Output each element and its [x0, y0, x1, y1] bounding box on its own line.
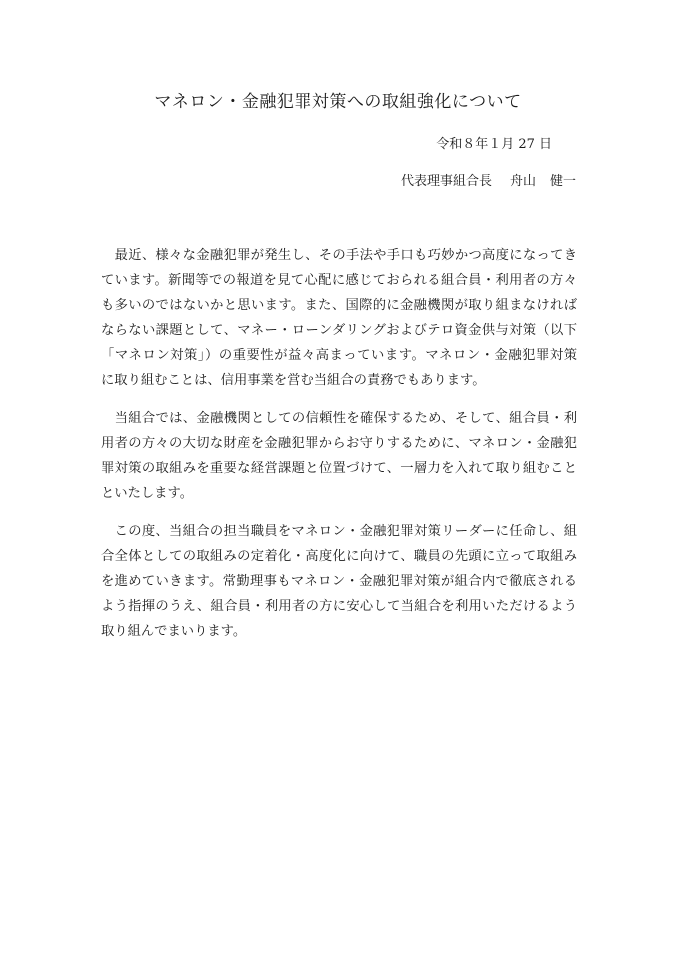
body-line: ならない課題として、マネー・ローンダリングおよびテロ資金供与対策（以下	[101, 323, 577, 338]
document-title: マネロン・金融犯罪対策への取組強化について	[154, 92, 522, 112]
body-line: といたします。	[101, 486, 194, 501]
body-line: よう指揮のうえ、組合員・利用者の方に安心して当組合を利用いただけるよう	[101, 599, 577, 614]
body-line: に取り組むことは、信用事業を営む当組合の責務でもあります。	[101, 373, 486, 388]
document-author	[401, 172, 576, 192]
paragraph-1	[101, 243, 577, 393]
body-line: 最近、様々な金融犯罪が発生し、その手法や手口も巧妙かつ高度になってき	[101, 248, 577, 263]
author-surname: 舟山	[509, 174, 536, 189]
body-line: この度、当組合の担当職員をマネロン・金融犯罪対策リーダーに任命し、組	[101, 524, 577, 539]
body-line: 罪対策の取組みを重要な経営課題と位置づけて、一層力を入れて取り組むこと	[101, 461, 577, 476]
body-line: 取り組んでまいります。	[101, 624, 247, 639]
document-body	[101, 243, 577, 657]
document-date: 令和８年１月 27 日	[436, 137, 552, 152]
body-line: も多いのではないかと思います。また、国際的に金融機関が取り組まなければ	[101, 298, 577, 313]
paragraph-3	[101, 519, 577, 644]
author-role: 代表理事組合長	[400, 174, 492, 189]
body-line: を進めていきます。常勤理事もマネロン・金融犯罪対策が組合内で徹底される	[101, 574, 577, 589]
body-line: 合全体としての取組みの定着化・高度化に向けて、職員の先頭に立って取組み	[101, 549, 577, 564]
author-given-name: 健一	[549, 174, 576, 189]
body-line: 用者の方々の大切な財産を金融犯罪からお守りするために、マネロン・金融犯	[101, 436, 577, 451]
body-line: 「マネロン対策」）の重要性が益々高まっています。マネロン・金融犯罪対策	[101, 348, 577, 363]
body-line: 当組合では、金融機関としての信頼性を確保するため、そして、組合員・利	[101, 411, 577, 426]
paragraph-2	[101, 406, 577, 506]
body-line: ています。新聞等での報道を見て心配に感じておられる組合員・利用者の方々	[101, 273, 577, 288]
